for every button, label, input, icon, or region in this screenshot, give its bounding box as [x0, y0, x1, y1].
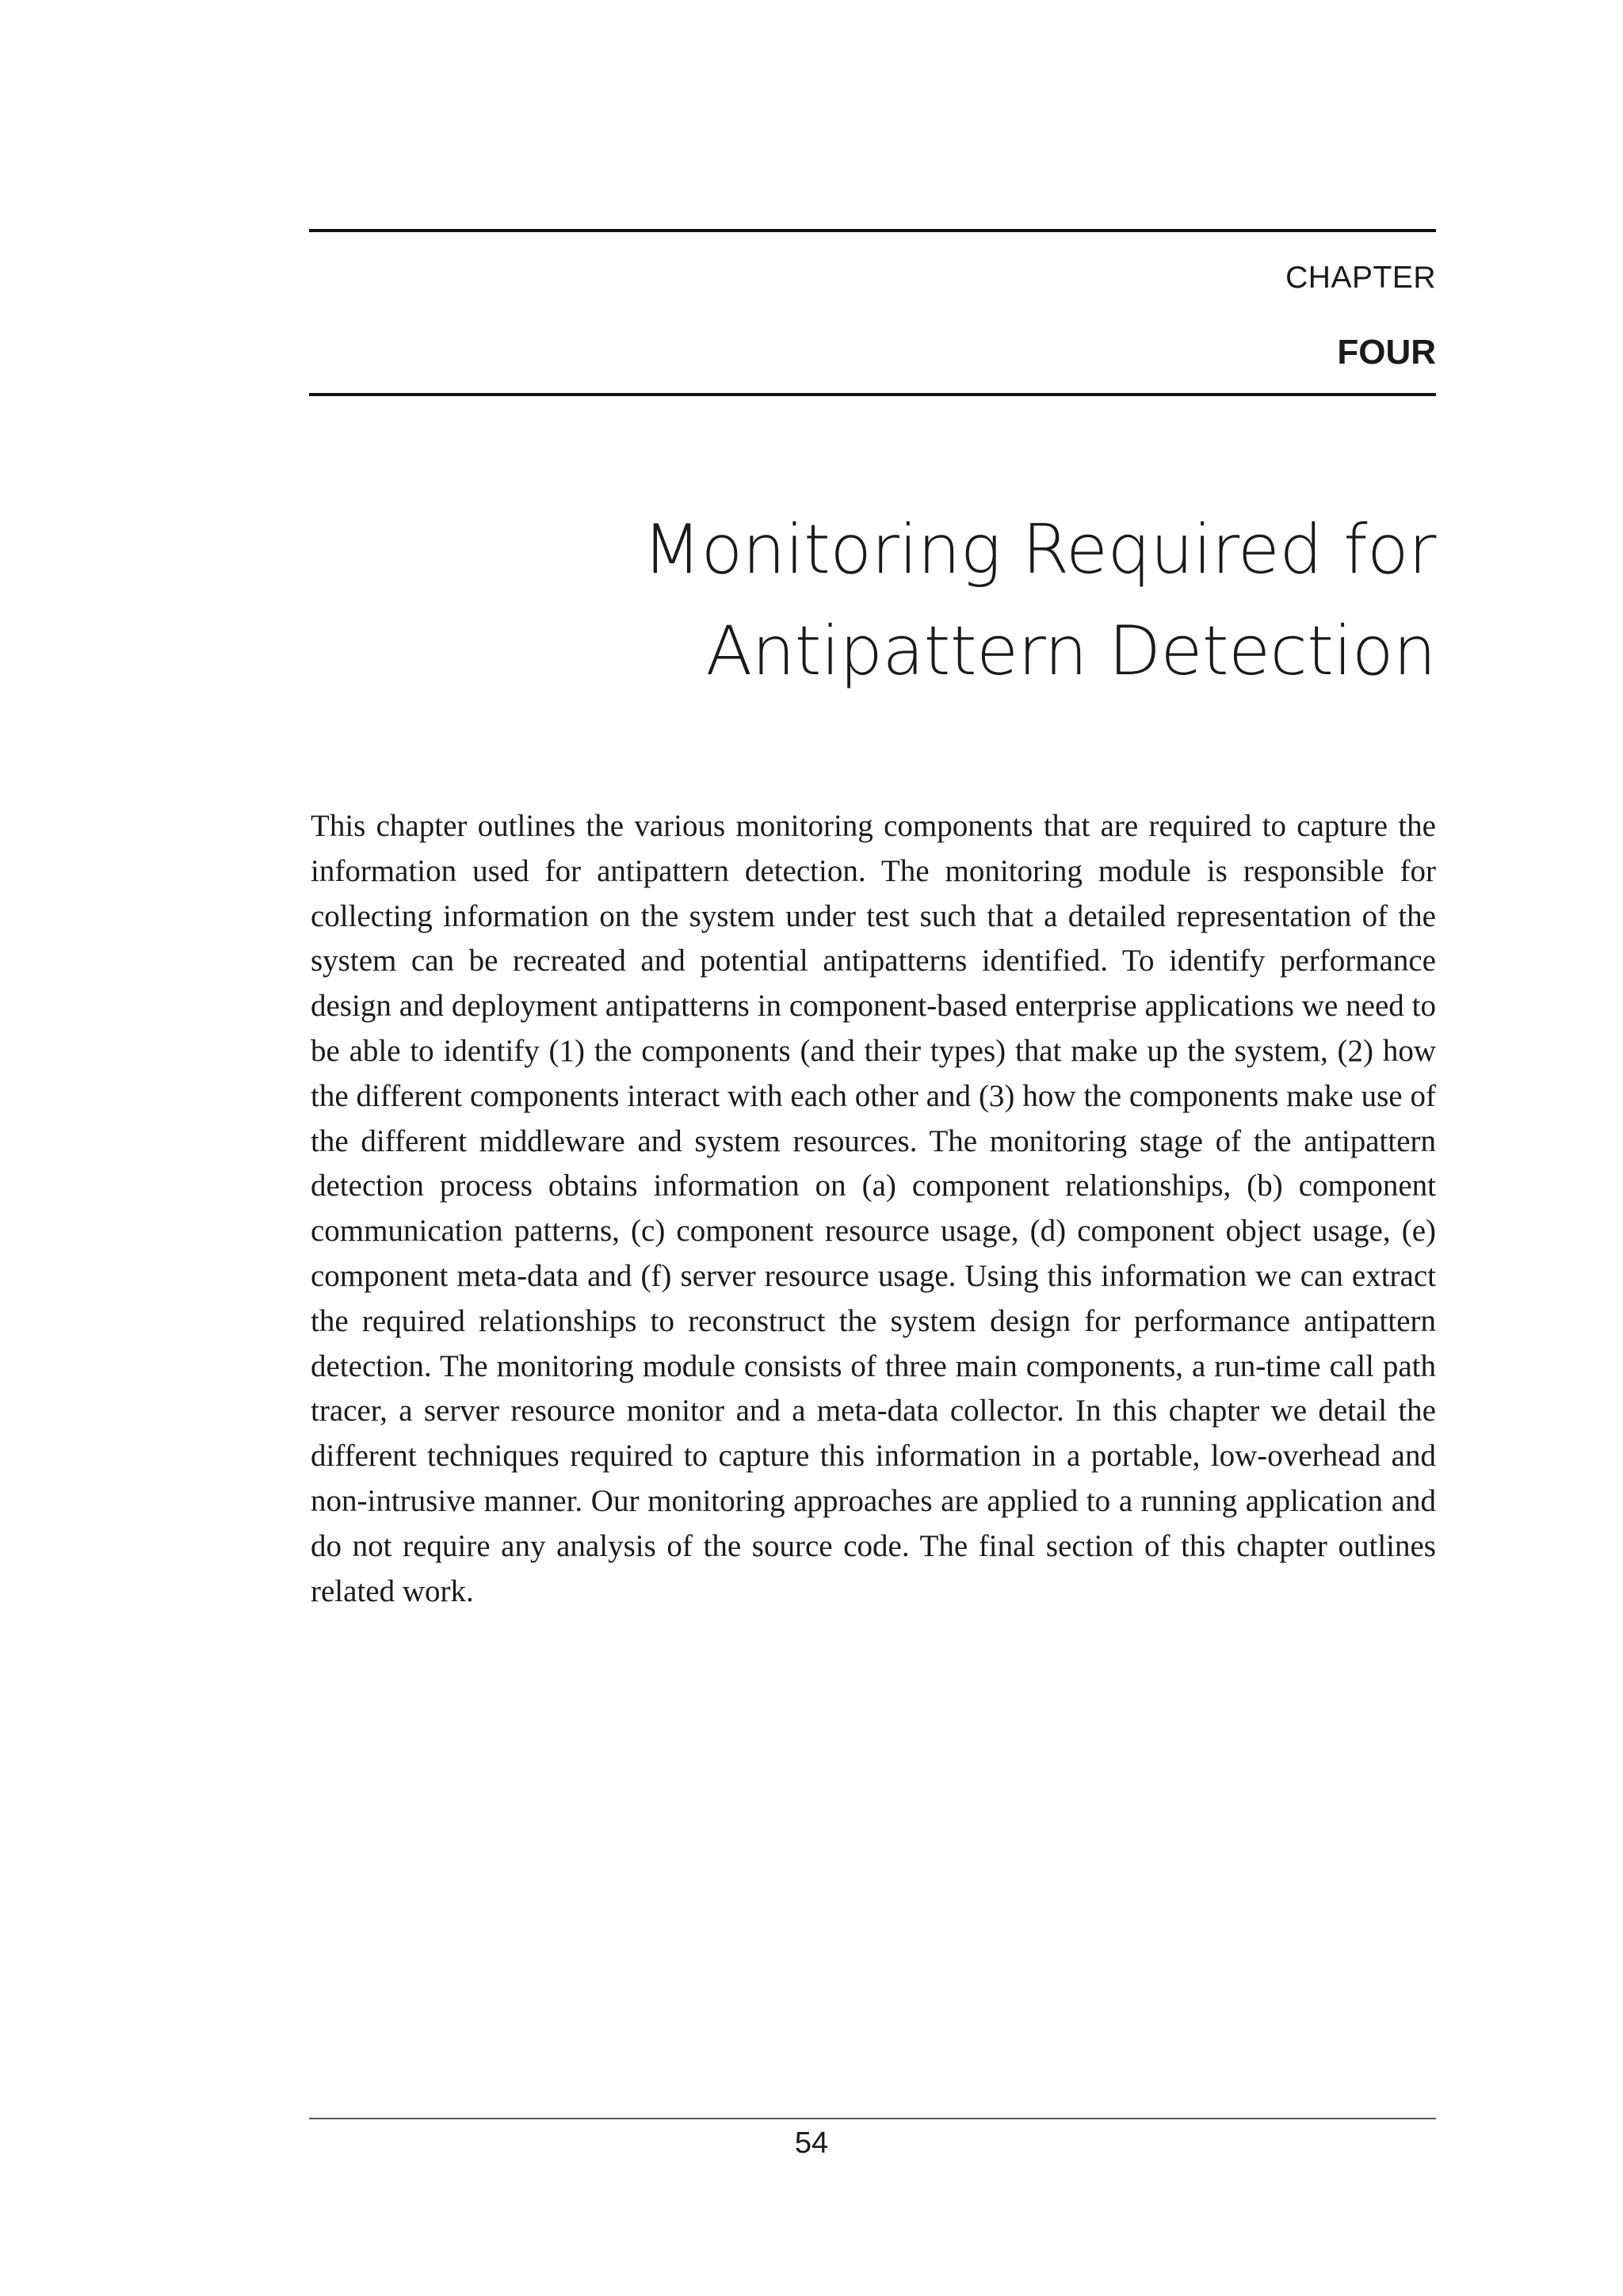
- chapter-title-line-1: Monitoring Required for: [642, 510, 1436, 589]
- chapter-title: [309, 499, 1436, 702]
- chapter-top-rule: [309, 229, 1436, 232]
- footer-rule: [309, 2118, 1436, 2119]
- chapter-bottom-rule: [309, 393, 1436, 396]
- chapter-intro-paragraph: This chapter outlines the various monitoring components that are required to capture the information used for antipattern detection. The monitoring module is responsible for collecting information on the system under test such that a detailed representation of the system can be recreated and potential antipatterns identified. To identify performance design and deployment antipatterns in component-based enterprise applications we need to be able to identify (1) the components (and their types) that make up the system, (2) how the different components interact with each other and (3) how the components make use of the different middleware and system resources. The monitoring stage of the antipattern detection process obtains information on (a) component relationships, (b) component communication patterns, (c) component resource usage, (d) component object usage, (e) component meta-data and (f) server resource usage. Using this information we can extract the required relationships to reconstruct the system design for performance antipattern detection. The monitoring module consists of three main components, a run-time call path tracer, a server resource monitor and a meta-data collector. In this chapter we detail the different techniques required to capture this information in a portable, low-overhead and non-intrusive manner. Our monitoring approaches are applied to a running application and do not require any analysis of the source code. The final section of this chapter outlines related work.: [311, 809, 1436, 1608]
- chapter-number: FOUR: [1337, 333, 1436, 372]
- chapter-title-line-2: Antipattern Detection: [705, 612, 1436, 691]
- page-number: 54: [794, 2126, 829, 2160]
- chapter-label: CHAPTER: [1285, 261, 1436, 295]
